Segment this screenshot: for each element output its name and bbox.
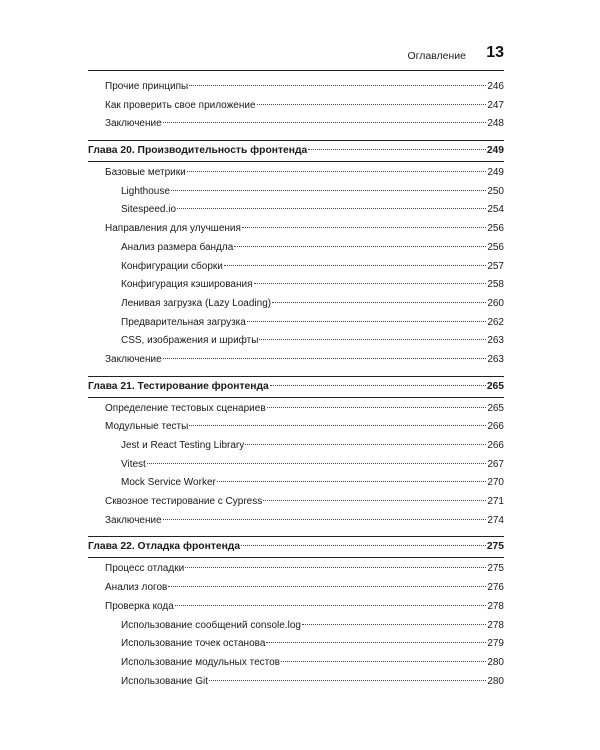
dot-leader <box>242 226 486 228</box>
toc-subsection-row[interactable] <box>88 474 504 493</box>
running-header-title: Оглавление <box>407 50 466 62</box>
entry-page-number: 247 <box>487 99 504 111</box>
entry-page-number: 266 <box>487 440 504 451</box>
chapter-heading <box>88 536 504 558</box>
entry-page-number: 256 <box>487 241 504 253</box>
toc-section-row[interactable] <box>88 220 504 239</box>
dot-leader <box>308 148 486 150</box>
dot-leader <box>175 604 487 606</box>
entry-title: Анализ логов <box>105 582 168 594</box>
dot-leader <box>163 357 487 359</box>
dot-leader <box>267 406 487 408</box>
toc-section-row[interactable] <box>88 97 504 116</box>
entry-page-number: 270 <box>487 477 504 489</box>
entry-title: Jest и React Testing Library <box>121 440 245 451</box>
chapter-page-number: 275 <box>486 541 504 553</box>
entry-title: Использование модульных тестов <box>121 656 280 668</box>
toc-section-row[interactable] <box>88 598 504 617</box>
entry-page-number: 254 <box>487 204 504 216</box>
dot-leader <box>189 84 486 86</box>
toc-section-row[interactable] <box>88 164 504 183</box>
entry-page-number: 276 <box>487 582 504 594</box>
entry-title: Предварительная загрузка <box>121 316 246 328</box>
entry-title: Процесс отладки <box>105 563 185 575</box>
toc-subsection-row[interactable] <box>88 635 504 654</box>
entry-title: Направления для улучшения <box>105 223 241 235</box>
dot-leader <box>241 544 486 546</box>
dot-leader <box>245 443 486 445</box>
toc-subsection-row[interactable] <box>88 201 504 220</box>
entry-title: Заключение <box>105 514 162 526</box>
entry-title: Конфигурации сборки <box>121 260 223 272</box>
dot-leader <box>234 245 486 247</box>
dot-leader <box>209 679 486 681</box>
chapter-heading <box>88 140 504 162</box>
toc-chapter-row[interactable] <box>88 377 504 397</box>
entry-title: Использование точек останова <box>121 638 266 650</box>
entry-page-number: 246 <box>487 81 504 92</box>
entry-page-number: 260 <box>487 297 504 309</box>
toc-section-row[interactable] <box>88 560 504 579</box>
entry-page-number: 267 <box>487 458 504 470</box>
entry-page-number: 257 <box>487 260 504 272</box>
toc-subsection-row[interactable] <box>88 617 504 636</box>
chapter-heading <box>88 376 504 398</box>
entry-title: Сквозное тестирование с Cypress <box>105 496 263 508</box>
entry-title: Ленивая загрузка (Lazy Loading) <box>121 297 272 309</box>
entry-page-number: 248 <box>487 118 504 130</box>
toc-subsection-row[interactable] <box>88 295 504 314</box>
toc-section-row[interactable] <box>88 418 504 437</box>
page-header <box>88 44 504 71</box>
entry-title: Vitest <box>121 458 146 470</box>
toc-subsection-row[interactable] <box>88 456 504 475</box>
entry-title: Как проверить свое приложение <box>105 99 256 111</box>
dot-leader <box>189 424 486 426</box>
entry-page-number: 279 <box>487 638 504 650</box>
toc-section-row[interactable] <box>88 351 504 370</box>
entry-page-number: 262 <box>487 316 504 328</box>
entry-page-number: 266 <box>487 421 504 433</box>
dot-leader <box>187 170 487 172</box>
entry-page-number: 250 <box>487 185 504 197</box>
dot-leader <box>168 585 486 587</box>
toc-section-row[interactable] <box>88 493 504 512</box>
chapter-title: Глава 22. Отладка фронтенда <box>88 541 241 553</box>
entry-title: Проверка кода <box>105 600 174 612</box>
toc-subsection-row[interactable] <box>88 654 504 673</box>
entry-page-number: 249 <box>487 167 504 179</box>
chapter-title: Глава 21. Тестирование фронтенда <box>88 380 269 392</box>
entry-page-number: 256 <box>487 223 504 235</box>
toc-section-row[interactable] <box>88 512 504 531</box>
entry-title: Заключение <box>105 353 162 365</box>
page-number: 13 <box>486 44 504 61</box>
entry-title: Mock Service Worker <box>121 477 216 489</box>
toc-subsection-row[interactable] <box>88 314 504 333</box>
dot-leader <box>177 207 486 209</box>
entry-page-number: 263 <box>487 353 504 365</box>
toc-chapter-row[interactable] <box>88 141 504 161</box>
entry-page-number: 258 <box>487 279 504 291</box>
dot-leader <box>266 641 486 643</box>
entry-title: Использование Git <box>121 675 209 687</box>
entry-page-number: 275 <box>487 563 504 575</box>
entry-title: Анализ размера бандла <box>121 241 234 253</box>
toc-section-row[interactable] <box>88 400 504 419</box>
entry-page-number: 274 <box>487 514 504 526</box>
dot-leader <box>147 462 486 464</box>
dot-leader <box>163 121 487 123</box>
entry-title: Использование сообщений console.log <box>121 619 301 631</box>
dot-leader <box>163 518 487 520</box>
entry-page-number: 280 <box>487 675 504 687</box>
dot-leader <box>254 282 487 284</box>
entry-title: Определение тестовых сценариев <box>105 402 266 414</box>
toc-subsection-row[interactable] <box>88 258 504 277</box>
chapter-title: Глава 20. Производительность фронтенда <box>88 145 308 157</box>
chapter-page-number: 265 <box>486 380 504 392</box>
entry-title: Базовые метрики <box>105 167 186 179</box>
dot-leader <box>247 320 486 322</box>
toc-subsection-row[interactable] <box>88 183 504 202</box>
dot-leader <box>302 623 486 625</box>
entry-page-number: 278 <box>487 619 504 631</box>
dot-leader <box>171 189 486 191</box>
toc-subsection-row[interactable] <box>88 276 504 295</box>
table-of-contents <box>88 78 504 691</box>
toc-subsection-row[interactable] <box>88 239 504 258</box>
toc-section-row[interactable] <box>88 579 504 598</box>
dot-leader <box>259 338 486 340</box>
dot-leader <box>224 264 486 266</box>
entry-title: Заключение <box>105 118 162 130</box>
toc-subsection-row[interactable] <box>88 673 504 692</box>
entry-title: Sitespeed.io <box>121 204 177 216</box>
entry-title: Прочие принципы <box>105 81 189 92</box>
toc-section-row[interactable] <box>88 115 504 134</box>
toc-subsection-row[interactable] <box>88 437 504 456</box>
dot-leader <box>270 384 486 386</box>
entry-title: CSS, изображения и шрифты <box>121 335 259 347</box>
entry-title: Конфигурация кэширования <box>121 279 253 291</box>
entry-page-number: 280 <box>487 656 504 668</box>
toc-section-row[interactable] <box>88 78 504 97</box>
dot-leader <box>263 499 486 501</box>
dot-leader <box>281 660 486 662</box>
entry-page-number: 265 <box>487 402 504 414</box>
entry-page-number: 271 <box>487 496 504 508</box>
entry-title: Lighthouse <box>121 185 170 197</box>
dot-leader <box>217 480 486 482</box>
dot-leader <box>257 103 487 105</box>
entry-title: Модульные тесты <box>105 421 189 433</box>
toc-chapter-row[interactable] <box>88 537 504 557</box>
dot-leader <box>272 301 486 303</box>
toc-subsection-row[interactable] <box>88 332 504 351</box>
dot-leader <box>185 566 486 568</box>
entry-page-number: 278 <box>487 600 504 612</box>
entry-page-number: 263 <box>487 335 504 347</box>
chapter-page-number: 249 <box>486 145 504 157</box>
